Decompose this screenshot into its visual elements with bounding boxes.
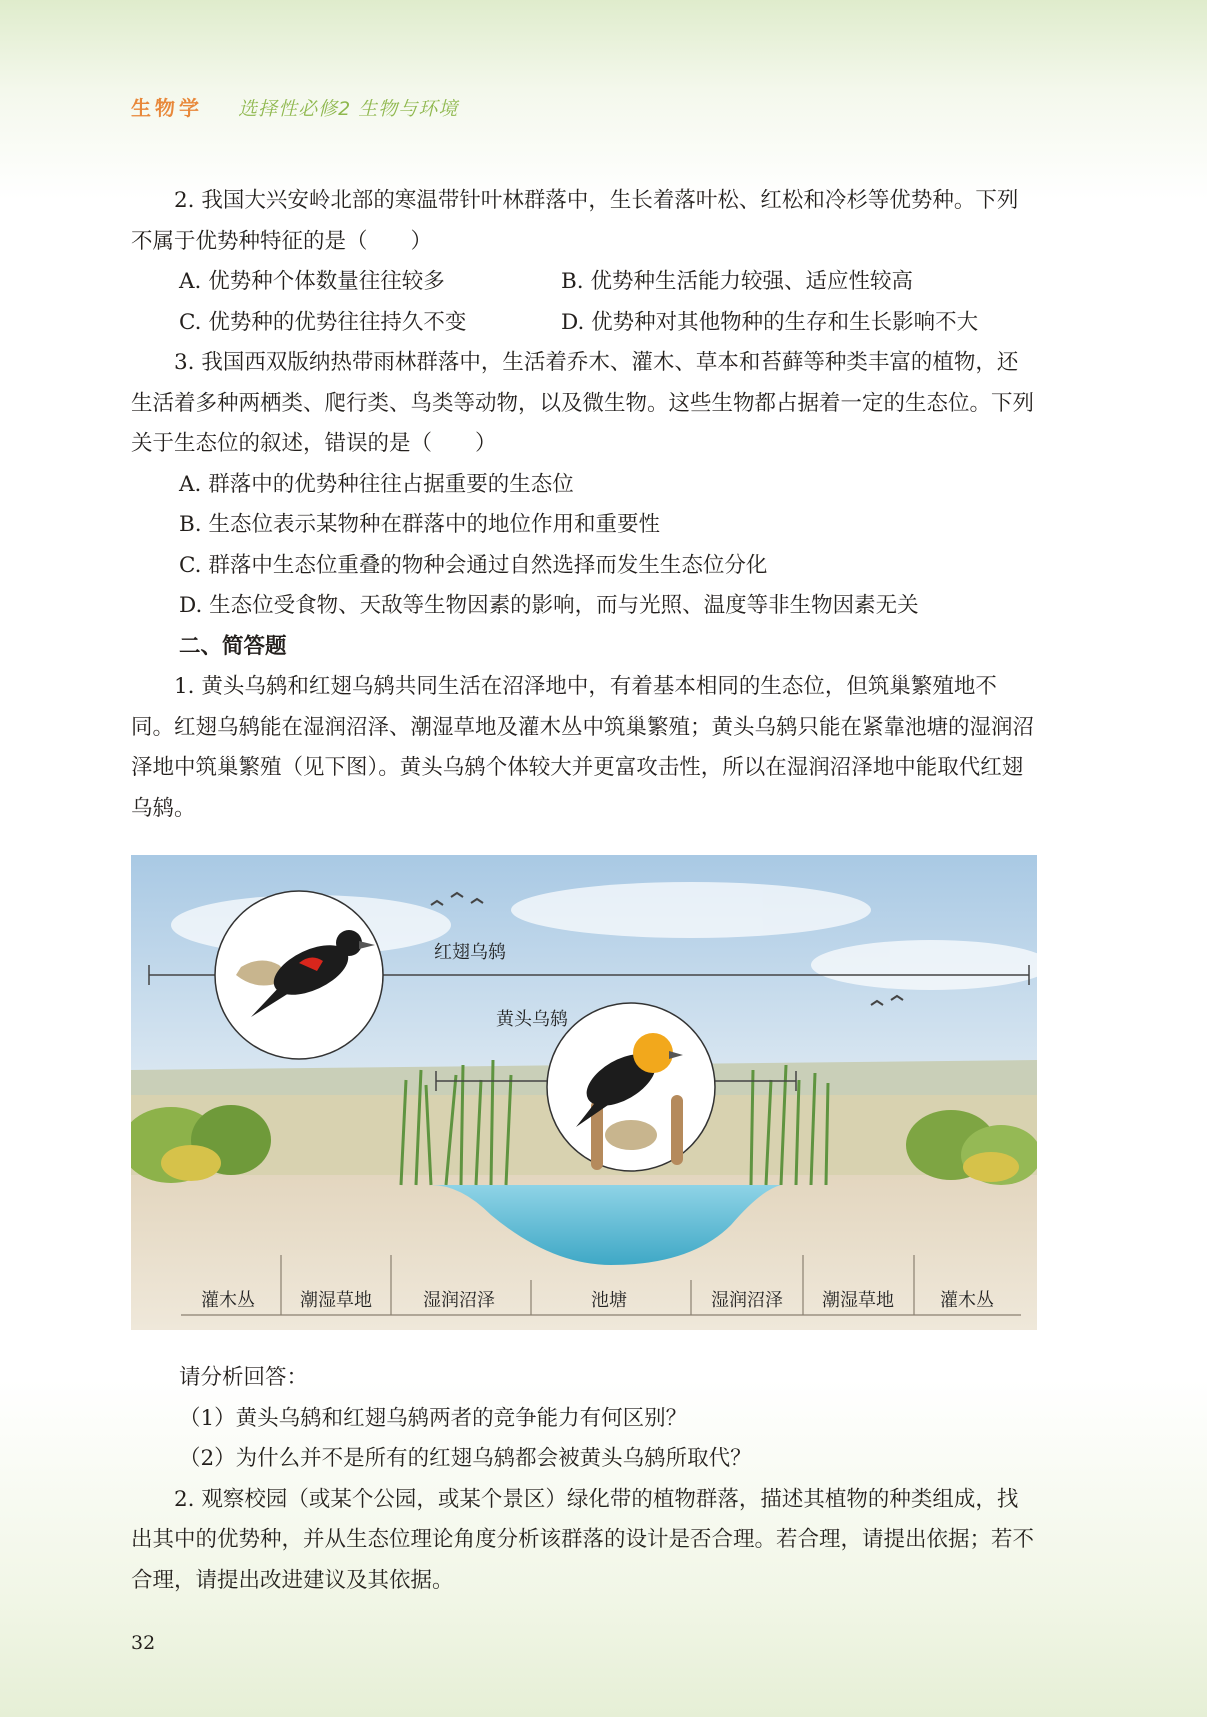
sq1-subquestion-1: （1）黄头乌鸫和红翅乌鸫两者的竞争能力有何区别？	[179, 1405, 688, 1431]
marsh-habitat-figure	[131, 855, 1037, 1330]
sq2-stem: 2. 观察校园（或某个公园，或某个景区）绿化带的植物群落，描述其植物的种类组成，找出其中的优势种，并从生态位理论角度分析该群落的设计是否合理。若合理，请提出依据；若不合理，请提出改进建议及其依据。	[131, 1486, 1035, 1593]
q2-option-d: D. 优势种对其他物种的生存和生长影响不大	[561, 309, 979, 335]
sq1-prompt: 请分析回答：	[179, 1365, 309, 1390]
sq1-subquestion-2: （2）为什么并不是所有的红翅乌鸫都会被黄头乌鸫所取代？	[179, 1446, 752, 1471]
zone-label: 池塘	[591, 1290, 627, 1311]
analysis-block	[131, 1358, 1037, 1601]
section-title: 二、简答题	[179, 633, 287, 659]
zone-label: 潮湿草地	[822, 1290, 894, 1311]
q3-option-d: D. 生态位受食物、天敌等生物因素的影响，而与光照、温度等非生物因素无关	[179, 593, 919, 618]
q2-stem: 2. 我国大兴安岭北部的寒温带针叶林群落中，生长着落叶松、红松和冷杉等优势种。下列不属于优势种特征的是（ ）	[131, 188, 1019, 254]
zone-label: 灌木丛	[201, 1290, 255, 1311]
zone-label: 湿润沼泽	[423, 1290, 495, 1311]
header-book-title: 选择性必修2 生物与环境	[238, 98, 459, 120]
q2-option-c: C. 优势种的优势往往持久不变	[179, 309, 467, 335]
red-winged-blackbird-illustration	[215, 891, 383, 1059]
zone-labels	[201, 1290, 994, 1311]
q2-option-a: A. 优势种个体数量往往较多	[179, 269, 445, 294]
page-number: 32	[131, 1632, 156, 1654]
red-winged-label: 红翅乌鸫	[434, 942, 506, 963]
running-header	[131, 92, 458, 121]
sq1-stem: 1. 黄头乌鸫和红翅乌鸫共同生活在沼泽地中，有着基本相同的生态位，但筑巢繁殖地不同。红翅乌鸫能在湿润沼泽、潮湿草地及灌木丛中筑巢繁殖；黄头乌鸫只能在紧靠池塘的湿润沼泽地中筑巢繁殖（见下图）。黄头乌鸫个体较大并更富攻击性，所以在湿润沼泽地中能取代红翅乌鸫。	[131, 674, 1035, 821]
q3-option-a: A. 群落中的优势种往往占据重要的生态位	[179, 471, 574, 497]
zone-label: 潮湿草地	[300, 1290, 372, 1311]
q2-options-row1	[131, 262, 1037, 303]
q3-stem: 3. 我国西双版纳热带雨林群落中，生活着乔木、灌木、草本和苔藓等种类丰富的植物，还生活着多种两栖类、爬行类、鸟类等动物，以及微生物。这些生物都占据着一定的生态位。下列关于生态位的叙述，错误的是（ ）	[131, 350, 1035, 456]
q3-option-c: C. 群落中生态位重叠的物种会通过自然选择而发生生态位分化	[179, 552, 768, 578]
q3-option-b: B. 生态位表示某物种在群落中的地位作用和重要性	[179, 512, 660, 537]
q2-options-row2	[131, 303, 1037, 344]
yellow-headed-label: 黄头乌鸫	[496, 1009, 568, 1030]
questions-block	[131, 181, 1037, 829]
header-subject: 生物学	[131, 96, 203, 120]
zone-label: 湿润沼泽	[711, 1290, 783, 1311]
zone-label: 灌木丛	[940, 1290, 994, 1311]
q2-option-b: B. 优势种生活能力较强、适应性较高	[561, 269, 913, 294]
yellow-headed-blackbird-illustration	[547, 1003, 715, 1171]
